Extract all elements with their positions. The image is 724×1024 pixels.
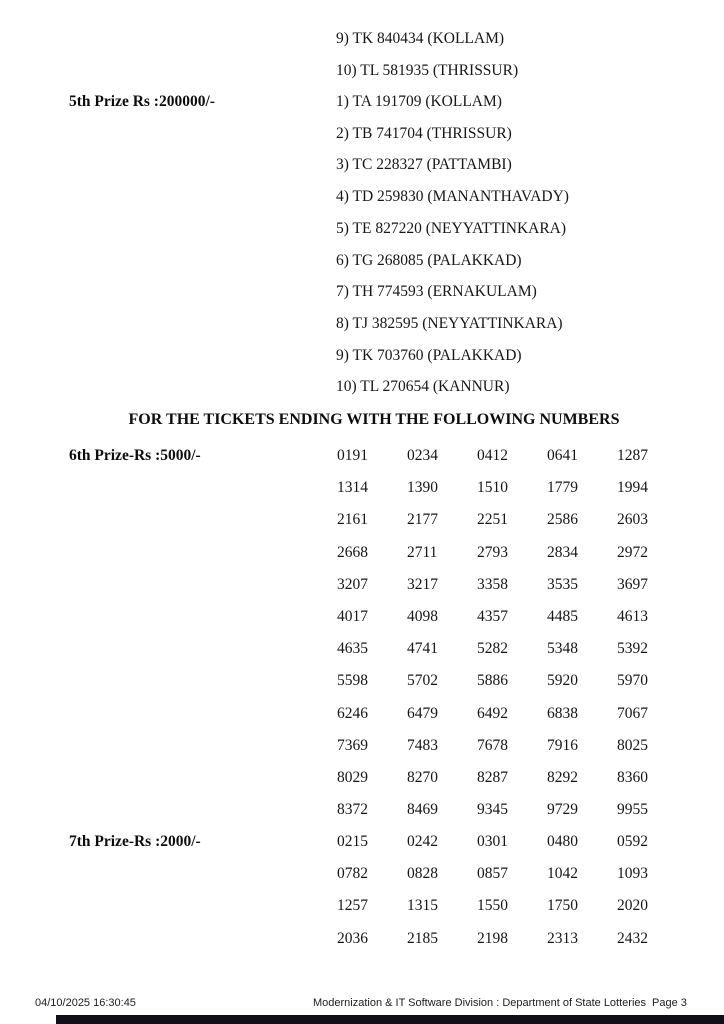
ticket-number: 0782 xyxy=(337,865,368,883)
ticket-number-row xyxy=(337,794,687,826)
ticket-number: 8372 xyxy=(337,801,368,819)
prize6-number-grid xyxy=(337,440,687,826)
prize6-label: 6th Prize-Rs :5000/- xyxy=(69,447,201,464)
ticket-number-row xyxy=(337,633,687,665)
ticket-number: 1550 xyxy=(477,897,508,915)
ticket-number: 2972 xyxy=(617,543,648,561)
ticket-number-row xyxy=(337,730,687,762)
ticket-number: 0215 xyxy=(337,833,368,850)
ticket-number: 5348 xyxy=(547,640,578,658)
prize-winner-entry: 1) TA 191709 (KOLLAM) xyxy=(336,93,502,110)
ticket-number: 6479 xyxy=(407,704,438,722)
ticket-number: 8469 xyxy=(407,801,438,819)
bottom-edge-bar xyxy=(56,1015,724,1024)
ticket-number-row xyxy=(337,504,687,536)
ticket-number: 8025 xyxy=(617,736,648,754)
ticket-number: 6246 xyxy=(337,704,368,722)
ticket-number: 2711 xyxy=(407,543,438,561)
prize-winner-entry: 3) TC 228327 (PATTAMBI) xyxy=(336,156,512,174)
ticket-number: 7067 xyxy=(617,704,648,722)
ticket-number: 2432 xyxy=(617,929,648,947)
prize-winner-entry: 2) TB 741704 (THRISSUR) xyxy=(336,124,512,142)
ticket-number: 0592 xyxy=(617,833,648,850)
ticket-number: 7916 xyxy=(547,736,578,754)
ticket-number: 5970 xyxy=(617,672,648,690)
ticket-number: 7678 xyxy=(477,736,508,754)
ticket-number: 2586 xyxy=(547,511,578,529)
ticket-number: 1779 xyxy=(547,479,578,497)
ticket-number-row xyxy=(337,665,687,697)
ticket-number: 3697 xyxy=(617,575,648,593)
prize-winner-entry: 7) TH 774593 (ERNAKULAM) xyxy=(336,283,537,301)
prize-winner-entry: 5) TE 827220 (NEYYATTINKARA) xyxy=(336,219,567,237)
ticket-number: 5920 xyxy=(547,672,578,690)
ticket-number-row xyxy=(337,537,687,569)
ticket-number: 2161 xyxy=(337,511,368,529)
ticket-number: 5598 xyxy=(337,672,368,690)
ticket-number-row xyxy=(337,440,687,472)
ticket-number-row xyxy=(337,890,687,922)
ticket-number: 1750 xyxy=(547,897,578,915)
ticket-number: 9345 xyxy=(477,801,508,819)
ticket-number: 2668 xyxy=(337,543,368,561)
ticket-number: 1042 xyxy=(547,865,578,883)
footer-timestamp: 04/10/2025 16:30:45 xyxy=(35,997,136,1009)
ticket-number: 1994 xyxy=(617,479,648,497)
ticket-number: 2603 xyxy=(617,511,648,529)
ticket-number: 4357 xyxy=(477,608,508,626)
ticket-number: 0301 xyxy=(477,833,508,850)
ticket-number: 4485 xyxy=(547,608,578,626)
ticket-number: 7483 xyxy=(407,736,438,754)
ticket-number: 5702 xyxy=(407,672,438,690)
ticket-number: 4635 xyxy=(337,640,368,658)
ticket-number: 4613 xyxy=(617,608,648,626)
prize5-label: 5th Prize Rs :200000/- xyxy=(69,93,215,110)
ticket-number: 8029 xyxy=(337,769,368,787)
ticket-number: 0480 xyxy=(547,833,578,850)
prize-winner-entry: 9) TK 840434 (KOLLAM) xyxy=(336,30,505,47)
ticket-number: 2793 xyxy=(477,543,508,561)
ticket-number: 3358 xyxy=(477,575,508,593)
footer-page-number: Page 3 xyxy=(652,997,687,1009)
ticket-number: 1257 xyxy=(337,897,368,915)
ticket-number: 2185 xyxy=(407,929,438,947)
prize-winner-entry: 10) TL 270654 (KANNUR) xyxy=(336,378,510,396)
ticket-number: 2020 xyxy=(617,897,648,915)
ticket-number: 8292 xyxy=(547,769,578,787)
ticket-number: 2834 xyxy=(547,543,578,561)
ticket-number: 1390 xyxy=(407,479,438,497)
ticket-number: 5886 xyxy=(477,672,508,690)
prize-winner-entry: 9) TK 703760 (PALAKKAD) xyxy=(336,346,522,364)
ticket-number: 4017 xyxy=(337,608,368,626)
carryover-entry-list xyxy=(336,23,518,86)
ticket-number-row xyxy=(337,826,687,858)
ticket-number: 1314 xyxy=(337,479,368,497)
footer-division: Modernization & IT Software Division : Department of State Lotteries xyxy=(313,997,647,1009)
ticket-number: 5282 xyxy=(477,640,508,658)
ticket-number: 6492 xyxy=(477,704,508,722)
ticket-number: 1093 xyxy=(617,865,648,883)
prize7-number-grid xyxy=(337,826,687,955)
ticket-number: 1510 xyxy=(477,479,508,497)
ticket-number: 6838 xyxy=(547,704,578,722)
ticket-number: 2036 xyxy=(337,929,368,947)
ticket-number: 9729 xyxy=(547,801,578,819)
ticket-number: 8270 xyxy=(407,769,438,787)
prize7-label: 7th Prize-Rs :2000/- xyxy=(69,833,201,850)
prize5-entry-list xyxy=(336,86,569,403)
ticket-number: 0828 xyxy=(407,865,438,883)
ticket-number: 2198 xyxy=(477,929,508,947)
ticket-number: 8360 xyxy=(617,769,648,787)
ticket-number-row xyxy=(337,858,687,890)
prize-winner-entry: 4) TD 259830 (MANANTHAVADY) xyxy=(336,188,569,206)
ticket-number-row xyxy=(337,601,687,633)
ticket-number: 0242 xyxy=(407,833,438,850)
ticket-number: 1315 xyxy=(407,897,438,915)
section-header: FOR THE TICKETS ENDING WITH THE FOLLOWING NUMBERS xyxy=(128,411,620,428)
ticket-number: 2313 xyxy=(547,929,578,947)
ticket-number: 3217 xyxy=(407,575,438,593)
ticket-number: 8287 xyxy=(477,769,508,787)
ticket-number: 4098 xyxy=(407,608,438,626)
ticket-number: 2177 xyxy=(407,511,438,529)
ticket-number: 0234 xyxy=(407,447,438,464)
ticket-number: 3535 xyxy=(547,575,578,593)
ticket-number: 0191 xyxy=(337,447,368,464)
ticket-number: 1287 xyxy=(617,447,648,464)
ticket-number: 0641 xyxy=(547,447,578,464)
ticket-number-row xyxy=(337,762,687,794)
ticket-number-row xyxy=(337,923,687,955)
ticket-number: 5392 xyxy=(617,640,648,658)
prize-winner-entry: 6) TG 268085 (PALAKKAD) xyxy=(336,251,522,269)
ticket-number-row xyxy=(337,698,687,730)
ticket-number: 2251 xyxy=(477,511,508,529)
prize-winner-entry: 8) TJ 382595 (NEYYATTINKARA) xyxy=(336,314,563,332)
ticket-number: 9955 xyxy=(617,801,648,819)
ticket-number: 0412 xyxy=(477,447,508,464)
ticket-number: 3207 xyxy=(337,575,368,593)
ticket-number-row xyxy=(337,472,687,504)
ticket-number: 0857 xyxy=(477,865,508,883)
ticket-number: 7369 xyxy=(337,736,368,754)
ticket-number-row xyxy=(337,569,687,601)
ticket-number: 4741 xyxy=(407,640,438,658)
prize-winner-entry: 10) TL 581935 (THRISSUR) xyxy=(336,61,519,79)
